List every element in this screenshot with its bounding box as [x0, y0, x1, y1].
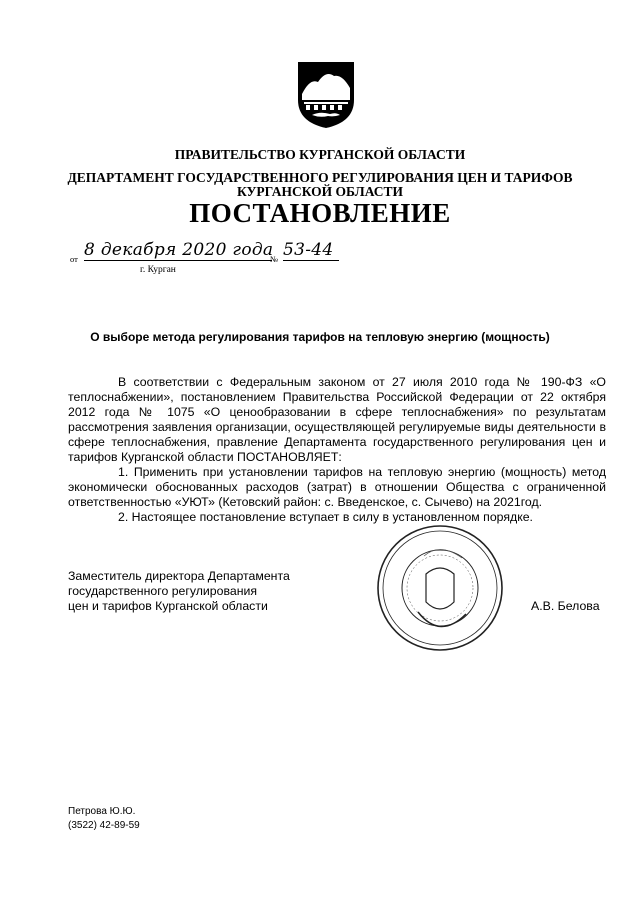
signatory-position-line1: Заместитель директора Департамента [68, 569, 290, 583]
date-prefix: от [70, 254, 78, 264]
body-paragraph-1: В соответствии с Федеральным законом от 27 июля 2010 года № 190-ФЗ «О теплоснабжении», постановлением Правительства Российской Федерации от 22 октября 2012 года № 1075 «О ценообразовании в сфере теплоснабжения» по результатам рассмотрения заявления организации, осуществляющей регулируемые виды деятельности в сфере теплоснабжения, правление Департамента государственного регулирования цен и тарифов Курганской области ПОСТАНОВЛЯЕТ: [68, 375, 606, 464]
subject-heading: О выборе метода регулирования тарифов на тепловую энергию (мощность) [90, 330, 550, 344]
handwritten-number: 53-44 [283, 240, 339, 261]
government-name: ПРАВИТЕЛЬСТВО КУРГАНСКОЙ ОБЛАСТИ [174, 147, 466, 162]
executor-phone: (3522) 42-89-59 [68, 820, 140, 831]
coat-of-arms-emblem [296, 60, 356, 130]
department-name-line1: ДЕПАРТАМЕНТ ГОСУДАРСТВЕННОГО РЕГУЛИРОВАНИЯ ЦЕН И ТАРИФОВ [67, 170, 573, 185]
body-paragraph-3: 2. Настоящее постановление вступает в силу в установленном порядке. [118, 510, 533, 524]
executor-name: Петрова Ю.Ю. [68, 806, 136, 817]
body-paragraph-2: 1. Применить при установлении тарифов на тепловую энергию (мощность) метод экономически обоснованных расходов (затрат) в отношении Общества с ограниченной ответственностью «УЮТ» (Кетовский район: с. Введенское, с. Сычево) на 2021год. [68, 465, 606, 509]
signatory-position-line2: государственного регулирования [68, 584, 258, 598]
official-stamp-seal [374, 522, 506, 654]
city: г. Курган [140, 265, 176, 275]
number-prefix: № [270, 254, 279, 264]
document-type-title: ПОСТАНОВЛЕНИЕ [189, 198, 451, 228]
handwritten-date: 8 декабря 2020 года [84, 240, 274, 260]
department-name-line2: КУРГАНСКОЙ ОБЛАСТИ [236, 184, 404, 199]
signatory-position-line3: цен и тарифов Курганской области [68, 599, 268, 613]
signatory-name: А.В. Белова [531, 599, 600, 613]
